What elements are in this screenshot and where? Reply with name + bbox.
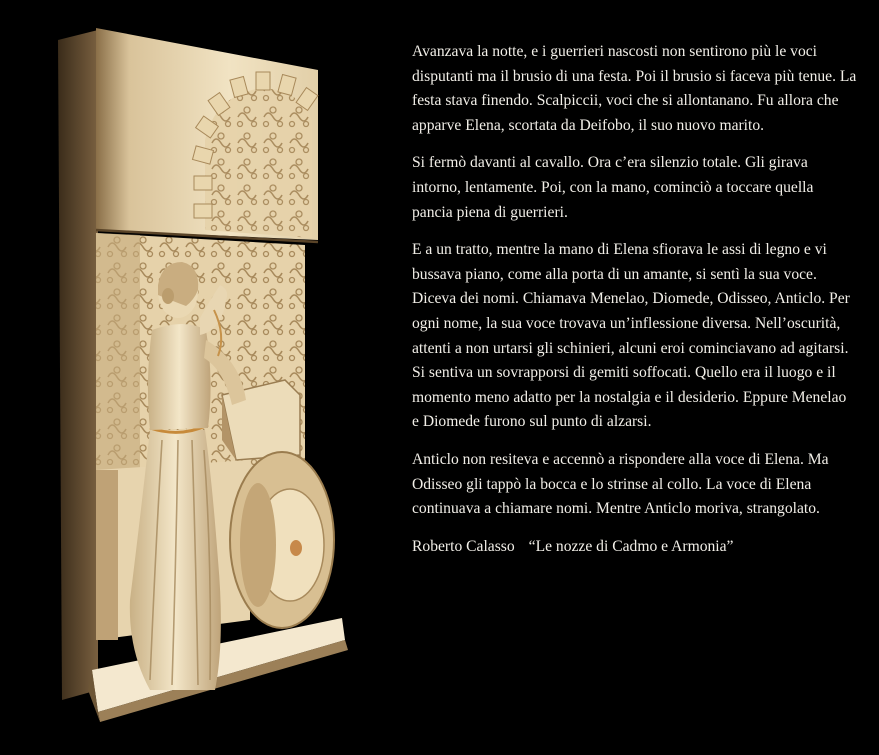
attribution-author: Roberto Calasso <box>412 537 515 555</box>
paragraph-2: Si fermò davanti al cavallo. Ora c’era silenzio totale. Gli girava intorno, lentamente. Poi, con la mano, cominciò a toccare quella pancia piena di guerrieri. <box>412 154 814 221</box>
upper-block <box>96 28 318 242</box>
text-block <box>412 40 857 572</box>
sculpture-photo <box>0 0 360 755</box>
paragraph-3: E a un tratto, mentre la mano di Elena sfiorava le assi di legno e vi bussava piano, come alla porta di un amante, si sentì la sua voce. Diceva dei nomi. Chiamava Menelao, Diomede, Odisseo, Anticlo. Per ogni nome, la sua voce trovava un’inflessione diversa. Nell’oscurità, attenti a non urtarsi gli schinieri, alcuni eroi cominciavano ad agitarsi. Si sentiva un sovrapporsi di gemiti soffocati. Quello era il luogo e il momento meno adatto per la nostalgia e il desiderio. Eppure Menelao e Diomede furono sul punto di alzarsi. <box>412 241 850 431</box>
paragraph-1: Avanzava la notte, e i guerrieri nascosti non sentirono più le voci disputanti ma il brusio di una festa. Poi il brusio si faceva più tenue. La festa stava finendo. Scalpiccii, voci che si allontanano. Fu allora che apparve Elena, scortata da Deifobo, il suo nuovo marito. <box>412 43 857 134</box>
attribution <box>412 535 857 560</box>
wheel <box>230 452 334 628</box>
paragraph-4: Anticlo non resiteva e accennò a rispondere alla voce di Elena. Ma Odisseo gli tappò la bocca e lo strinse al collo. La voce di Elena continuava a chiamare nomi. Mentre Anticlo moriva, strangolato. <box>412 450 829 518</box>
sculpture-side <box>58 30 98 700</box>
attribution-work: “Le nozze di Cadmo e Armonia” <box>528 537 734 555</box>
